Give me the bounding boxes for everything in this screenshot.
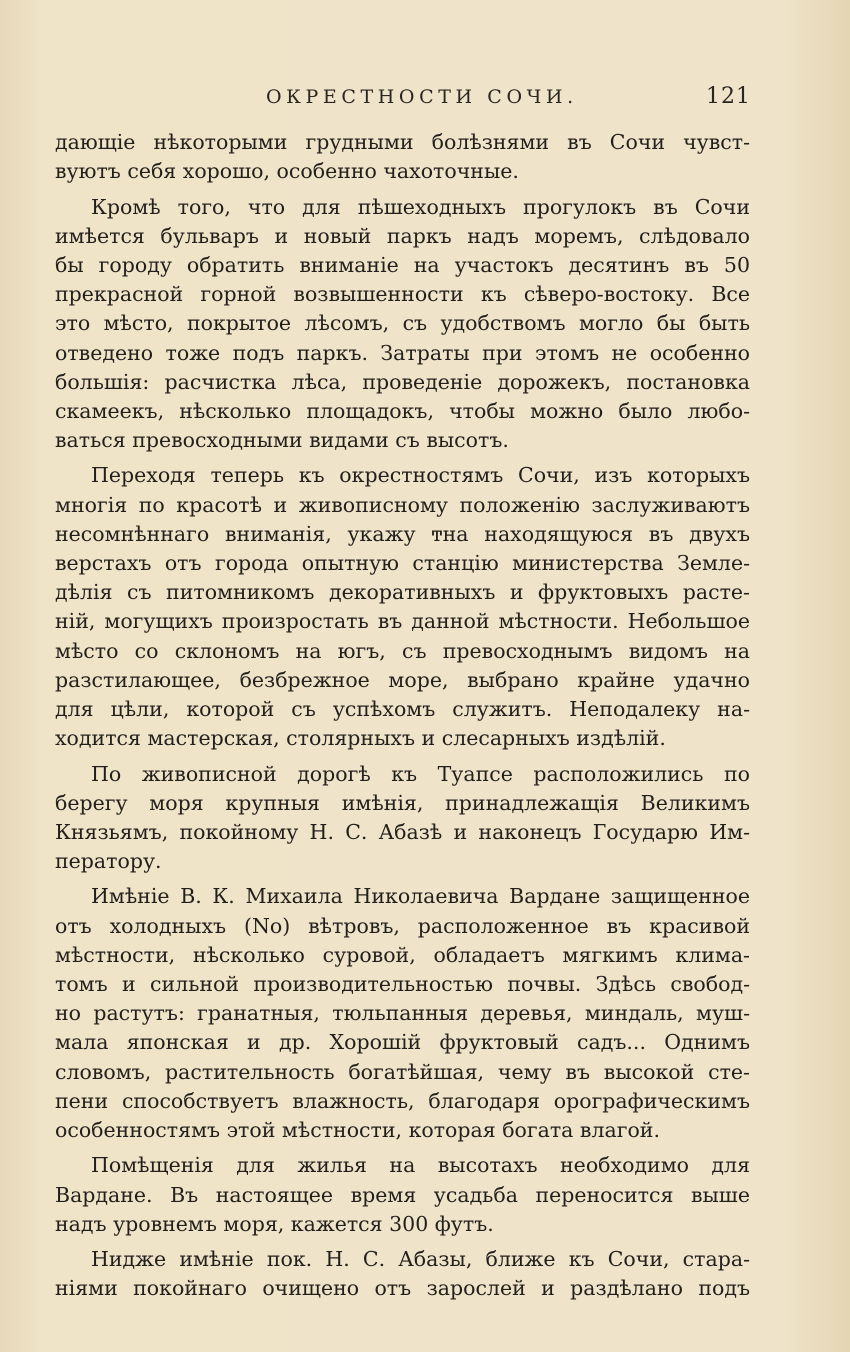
text-line: ваться превосходными видами съ высотъ.	[55, 428, 509, 453]
text-line: словомъ, растительность богатѣйшая, чему въ высокой сте-	[55, 1059, 750, 1084]
text-line: разстилающее, безбрежное море, выбрано крайне удачно	[55, 667, 750, 692]
paragraph	[55, 461, 750, 753]
text-line: Нидже имѣніе пок. Н. С. Абазы, ближе къ Сочи, стара-	[91, 1247, 750, 1272]
text-line: особенностямъ этой мѣстности, которая богата влагой.	[55, 1117, 660, 1142]
text-line: отведено тоже подъ паркъ. Затраты при этомъ не особенно	[55, 340, 750, 365]
text-line: несомнѣннаго вниманія, укажу ͳна находящуюся въ двухъ	[55, 521, 750, 546]
text-line: это мѣсто, покрытое лѣсомъ, съ удобствомъ могло бы быть	[55, 311, 750, 336]
page-header	[0, 82, 850, 112]
body-text	[55, 128, 750, 1310]
text-line: но растутъ: гранатныя, тюльпанныя деревья, миндаль, муш-	[55, 1001, 750, 1026]
text-line: бы городу обратить вниманіе на участокъ десятинъ въ 50	[55, 252, 750, 277]
text-line: мала японская и др. Хорошій фруктовый садъ... Однимъ	[55, 1030, 750, 1055]
text-line: Помѣщенія для жилья на высотахъ необходимо для	[91, 1153, 750, 1178]
text-line: надъ уровнемъ моря, кажется 300 футъ.	[55, 1211, 494, 1236]
text-line: Имѣніе В. К. Михаила Николаевича Вардане защищенное	[91, 884, 750, 909]
text-line: ходится мастерская, столярныхъ и слесарныхъ издѣлій.	[55, 726, 666, 751]
text-line: Переходя теперь къ окрестностямъ Сочи, изъ которыхъ	[91, 463, 750, 488]
paragraph	[55, 760, 750, 877]
paragraph	[55, 1245, 750, 1303]
text-line: берегу моря крупныя имѣнія, принадлежащія Великимъ	[55, 790, 750, 815]
text-line: пени способствуетъ влажность, благодаря орографическимъ	[55, 1088, 750, 1113]
text-line: вуютъ себя хорошо, особенно чахоточные.	[55, 159, 519, 184]
text-line: скамеекъ, нѣсколько площадокъ, чтобы можно было любо-	[55, 398, 750, 423]
text-line: мѣстности, нѣсколько суровой, обладаетъ мягкимъ клима-	[55, 942, 750, 967]
running-head: ОКРЕСТНОСТИ СОЧИ.	[266, 86, 578, 108]
text-line: томъ и сильной производительностью почвы. Здѣсь свобод-	[55, 972, 750, 996]
text-line: ператору.	[55, 849, 162, 874]
text-line: дающіе нѣкоторыми грудными болѣзнями въ Сочи чувст-	[55, 130, 750, 154]
text-line: верстахъ отъ города опытную станцію министерства Земле-	[55, 551, 750, 575]
text-line: прекрасной горной возвышенности къ сѣверо-востоку. Все	[55, 282, 750, 307]
text-line: Вардане. Въ настоящее время усадьба переносится выше	[55, 1182, 750, 1207]
text-line: большія: расчистка лѣса, проведеніе дорожекъ, постановка	[55, 369, 750, 394]
text-line: ніями покойнаго очищено отъ зарослей и раздѣлано подъ	[55, 1276, 750, 1301]
text-line: для цѣли, которой съ успѣхомъ служитъ. Неподалеку на-	[55, 696, 750, 721]
text-line: дѣлія съ питомникомъ декоративныхъ и фруктовыхъ расте-	[55, 580, 750, 605]
paragraph	[55, 193, 750, 456]
text-line: Кромѣ того, что для пѣшеходныхъ прогулокъ въ Сочи	[91, 194, 750, 219]
text-line: По живописной дорогѣ къ Туапсе расположились по	[91, 761, 750, 786]
text-line: Князьямъ, покойному Н. С. Абазѣ и наконецъ Государю Им-	[55, 819, 750, 844]
text-line: отъ холодныхъ (No) вѣтровъ, расположенное въ красивой	[55, 913, 750, 938]
text-line: ній, могущихъ произростать въ данной мѣстности. Небольшое	[55, 609, 750, 634]
paragraph	[55, 128, 750, 186]
text-line: многія по красотѣ и живописному положенію заслуживаютъ	[55, 492, 750, 517]
paragraph	[55, 882, 750, 1145]
text-line: мѣсто со склономъ на югъ, съ превосходнымъ видомъ на	[55, 638, 750, 663]
text-line: имѣется бульваръ и новый паркъ надъ моремъ, слѣдовало	[55, 223, 750, 248]
paragraph	[55, 1151, 750, 1239]
page-number: 121	[706, 84, 751, 109]
